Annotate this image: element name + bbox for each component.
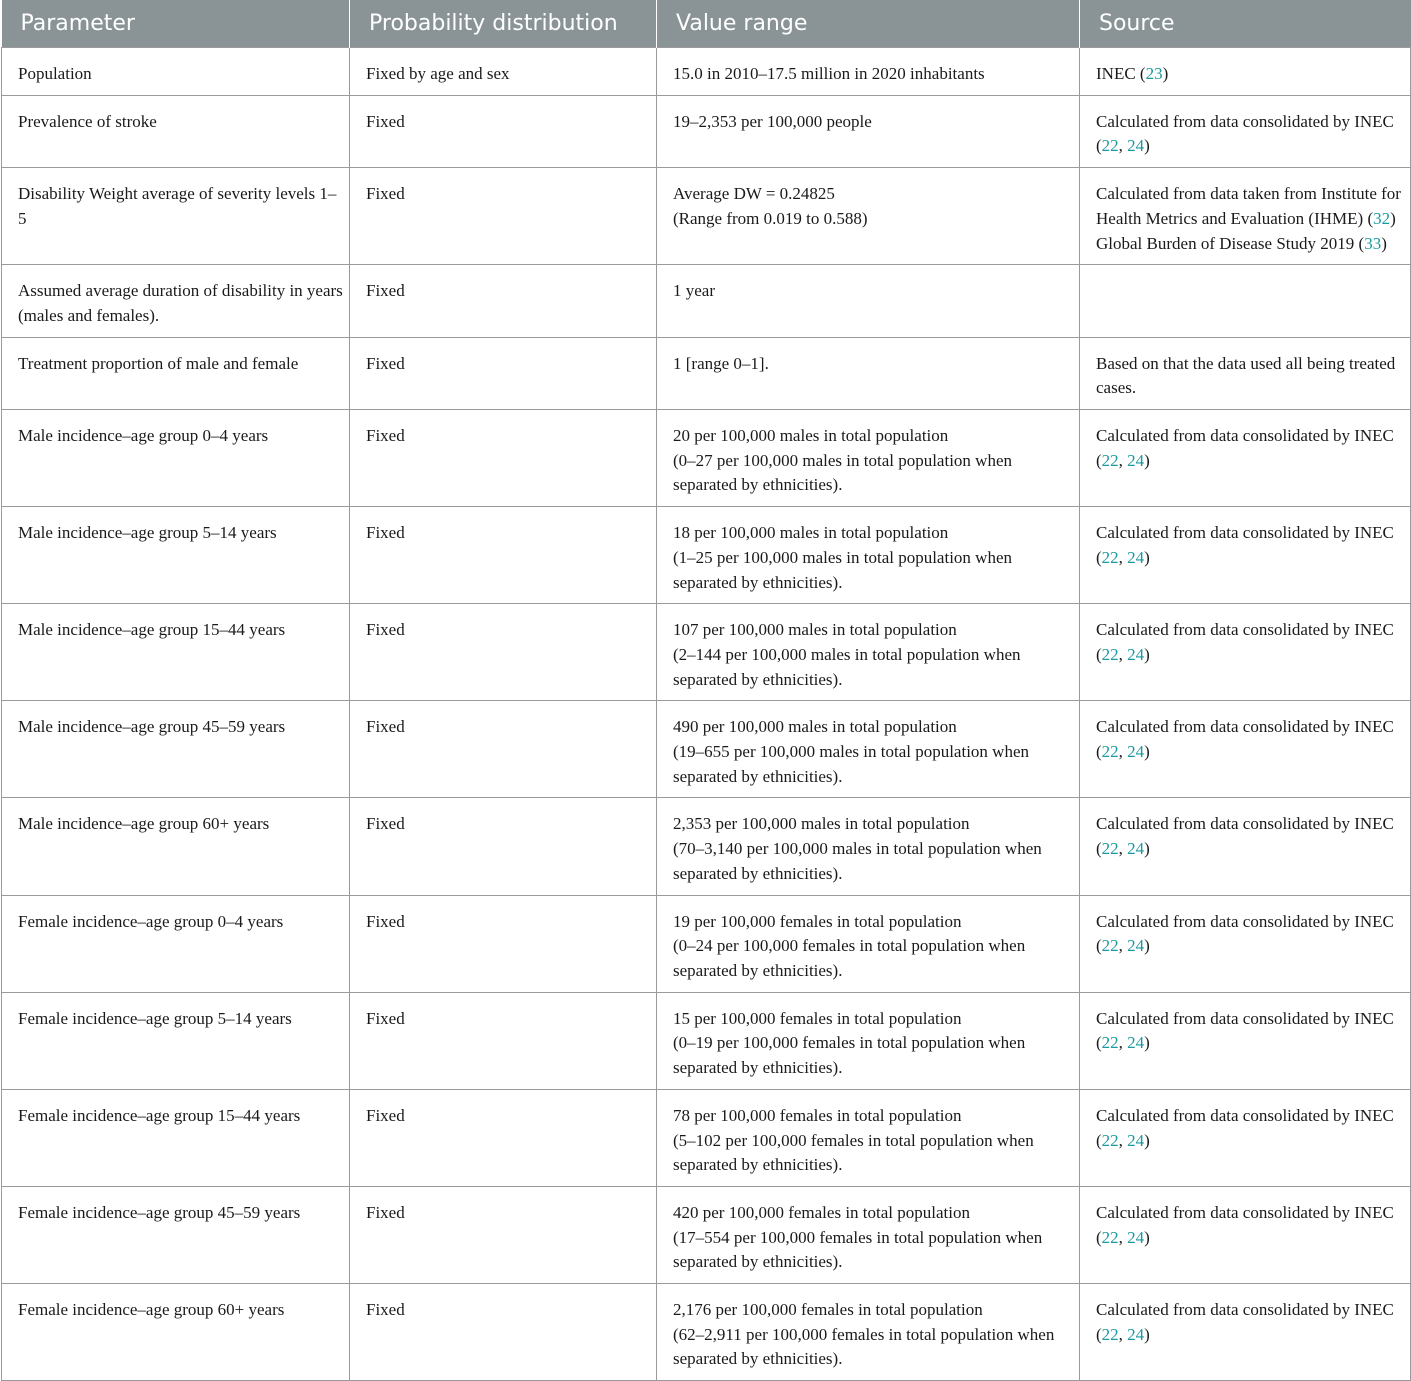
cell-source: Based on that the data used all being treated cases. [1080, 337, 1411, 409]
cell-source [1080, 265, 1411, 337]
cell-distribution: Fixed [350, 95, 657, 167]
cell-parameter: Prevalence of stroke [2, 95, 350, 167]
cell-source: Calculated from data consolidated by INEC (22, 24) [1080, 604, 1411, 701]
source-text: Calculated from data consolidated by INEC ( [1096, 911, 1394, 956]
cell-parameter: Male incidence–age group 0–4 years [2, 410, 350, 507]
table-row [2, 1284, 1411, 1381]
cell-value-range: 20 per 100,000 males in total population (0–27 per 100,000 males in total population when separated by ethnicities). [657, 410, 1080, 507]
table-row [2, 48, 1411, 96]
cell-parameter: Male incidence–age group 60+ years [2, 798, 350, 895]
header-value-range: Value range [657, 0, 1080, 48]
table-row [2, 895, 1411, 992]
cell-source: Calculated from data consolidated by INEC (22, 24) [1080, 701, 1411, 798]
cell-source: Calculated from data consolidated by INEC (22, 24) [1080, 798, 1411, 895]
reference-link[interactable]: 22 [1101, 742, 1119, 762]
header-source: Source [1080, 0, 1411, 48]
table-header-row [2, 0, 1411, 48]
cell-distribution: Fixed [350, 798, 657, 895]
cell-distribution: Fixed by age and sex [350, 48, 657, 96]
cell-parameter: Disability Weight average of severity levels 1–5 [2, 168, 350, 265]
reference-link[interactable]: 22 [1101, 1033, 1119, 1053]
table-row [2, 701, 1411, 798]
cell-parameter: Male incidence–age group 5–14 years [2, 507, 350, 604]
cell-value-range: 15 per 100,000 females in total population (0–19 per 100,000 females in total population when separated by ethnicities). [657, 992, 1080, 1089]
cell-value-range: 19–2,353 per 100,000 people [657, 95, 1080, 167]
cell-source: Calculated from data consolidated by INEC (22, 24) [1080, 1186, 1411, 1283]
cell-distribution: Fixed [350, 1089, 657, 1186]
cell-value-range: 1 [range 0–1]. [657, 337, 1080, 409]
table-row [2, 1186, 1411, 1283]
cell-value-range: 18 per 100,000 males in total population (1–25 per 100,000 males in total population when separated by ethnicities). [657, 507, 1080, 604]
cell-value-range: 2,176 per 100,000 females in total population (62–2,911 per 100,000 females in total population when separated by ethnicities). [657, 1284, 1080, 1381]
cell-parameter: Female incidence–age group 5–14 years [2, 992, 350, 1089]
reference-link[interactable]: 24 [1127, 136, 1145, 156]
cell-source: Calculated from data taken from Institute for Health Metrics and Evaluation (IHME) (32) Global Burden of Disease Study 2019 (33) [1080, 168, 1411, 265]
cell-value-range: Average DW = 0.24825 (Range from 0.019 to 0.588) [657, 168, 1080, 265]
cell-value-range: 78 per 100,000 females in total population (5–102 per 100,000 females in total population when separated by ethnicities). [657, 1089, 1080, 1186]
cell-parameter: Female incidence–age group 0–4 years [2, 895, 350, 992]
cell-source: Calculated from data consolidated by INEC (22, 24) [1080, 1284, 1411, 1381]
cell-distribution: Fixed [350, 895, 657, 992]
cell-parameter: Male incidence–age group 45–59 years [2, 701, 350, 798]
cell-value-range: 15.0 in 2010–17.5 million in 2020 inhabitants [657, 48, 1080, 96]
cell-parameter: Female incidence–age group 15–44 years [2, 1089, 350, 1186]
cell-distribution: Fixed [350, 168, 657, 265]
cell-value-range: 1 year [657, 265, 1080, 337]
reference-link[interactable]: 22 [1101, 136, 1119, 156]
reference-link[interactable]: 24 [1127, 1033, 1145, 1053]
reference-link[interactable]: 22 [1101, 936, 1119, 956]
reference-link[interactable]: 22 [1101, 1324, 1119, 1344]
reference-link[interactable]: 33 [1364, 233, 1382, 253]
table-row [2, 95, 1411, 167]
reference-link[interactable]: 24 [1127, 839, 1145, 859]
cell-source: Calculated from data consolidated by INEC (22, 24) [1080, 507, 1411, 604]
cell-value-range: 490 per 100,000 males in total population (19–655 per 100,000 males in total population when separated by ethnicities). [657, 701, 1080, 798]
reference-link[interactable]: 24 [1127, 450, 1145, 470]
reference-link[interactable]: 24 [1127, 1130, 1145, 1150]
reference-link[interactable]: 22 [1101, 1227, 1119, 1247]
cell-value-range: 420 per 100,000 females in total population (17–554 per 100,000 females in total population when separated by ethnicities). [657, 1186, 1080, 1283]
reference-link[interactable]: 22 [1101, 839, 1119, 859]
source-text: Calculated from data consolidated by INEC ( [1096, 523, 1394, 567]
cell-distribution: Fixed [350, 1186, 657, 1283]
reference-link[interactable]: 22 [1101, 450, 1119, 470]
table-row [2, 507, 1411, 604]
table-row [2, 265, 1411, 337]
parameters-table [1, 0, 1411, 1381]
cell-source: Calculated from data consolidated by INEC (22, 24) [1080, 992, 1411, 1089]
source-text: Calculated from data consolidated by INEC ( [1096, 1008, 1394, 1053]
header-parameter: Parameter [2, 0, 350, 48]
cell-distribution: Fixed [350, 337, 657, 409]
table-row [2, 992, 1411, 1089]
cell-parameter: Population [2, 48, 350, 96]
cell-distribution: Fixed [350, 410, 657, 507]
table-row [2, 410, 1411, 507]
reference-link[interactable]: 22 [1101, 547, 1119, 567]
cell-source: Calculated from data consolidated by INEC (22, 24) [1080, 1089, 1411, 1186]
cell-distribution: Fixed [350, 701, 657, 798]
reference-link[interactable]: 24 [1127, 1324, 1145, 1344]
reference-link[interactable]: 32 [1373, 208, 1391, 228]
cell-source: Calculated from data consolidated by INEC (22, 24) [1080, 895, 1411, 992]
table-row [2, 337, 1411, 409]
cell-distribution: Fixed [350, 604, 657, 701]
source-text: INEC ( [1096, 64, 1146, 83]
reference-link[interactable]: 24 [1127, 1227, 1145, 1247]
table-row [2, 1089, 1411, 1186]
cell-distribution: Fixed [350, 992, 657, 1089]
source-text: Calculated from data consolidated by INEC ( [1096, 814, 1394, 859]
reference-link[interactable]: 24 [1127, 644, 1145, 664]
table-row [2, 798, 1411, 895]
header-probability-distribution: Probability distribution [350, 0, 657, 48]
source-text: Calculated from data consolidated by INEC ( [1096, 620, 1394, 664]
source-text: Calculated from data consolidated by INEC ( [1096, 1300, 1394, 1344]
cell-value-range: 107 per 100,000 males in total population (2–144 per 100,000 males in total population when separated by ethnicities). [657, 604, 1080, 701]
cell-parameter: Male incidence–age group 15–44 years [2, 604, 350, 701]
cell-distribution: Fixed [350, 507, 657, 604]
source-text: Calculated from data consolidated by INEC ( [1096, 1105, 1394, 1150]
cell-value-range: 19 per 100,000 females in total population (0–24 per 100,000 females in total population when separated by ethnicities). [657, 895, 1080, 992]
cell-distribution: Fixed [350, 265, 657, 337]
table-row [2, 604, 1411, 701]
cell-distribution: Fixed [350, 1284, 657, 1381]
reference-link[interactable]: 24 [1127, 742, 1145, 762]
reference-link[interactable]: 22 [1101, 1130, 1119, 1150]
reference-link[interactable]: 24 [1127, 936, 1145, 956]
reference-link[interactable]: 22 [1101, 644, 1119, 664]
cell-parameter: Female incidence–age group 60+ years [2, 1284, 350, 1381]
source-text: Calculated from data consolidated by INEC ( [1096, 1202, 1394, 1247]
cell-parameter: Female incidence–age group 45–59 years [2, 1186, 350, 1283]
table-row [2, 168, 1411, 265]
cell-source: Calculated from data consolidated by INEC (22, 24) [1080, 95, 1411, 167]
cell-source: INEC (23) [1080, 48, 1411, 96]
source-text: Calculated from data consolidated by INEC ( [1096, 717, 1394, 762]
cell-value-range: 2,353 per 100,000 males in total population (70–3,140 per 100,000 males in total population when separated by ethnicities). [657, 798, 1080, 895]
source-text: Calculated from data consolidated by INEC ( [1096, 111, 1394, 156]
source-text: Calculated from data consolidated by INEC ( [1096, 426, 1394, 470]
reference-link[interactable]: 23 [1145, 64, 1163, 83]
cell-parameter: Assumed average duration of disability in years (males and females). [2, 265, 350, 337]
table-body [2, 48, 1411, 1381]
cell-parameter: Treatment proportion of male and female [2, 337, 350, 409]
cell-source: Calculated from data consolidated by INEC (22, 24) [1080, 410, 1411, 507]
reference-link[interactable]: 24 [1127, 547, 1145, 567]
